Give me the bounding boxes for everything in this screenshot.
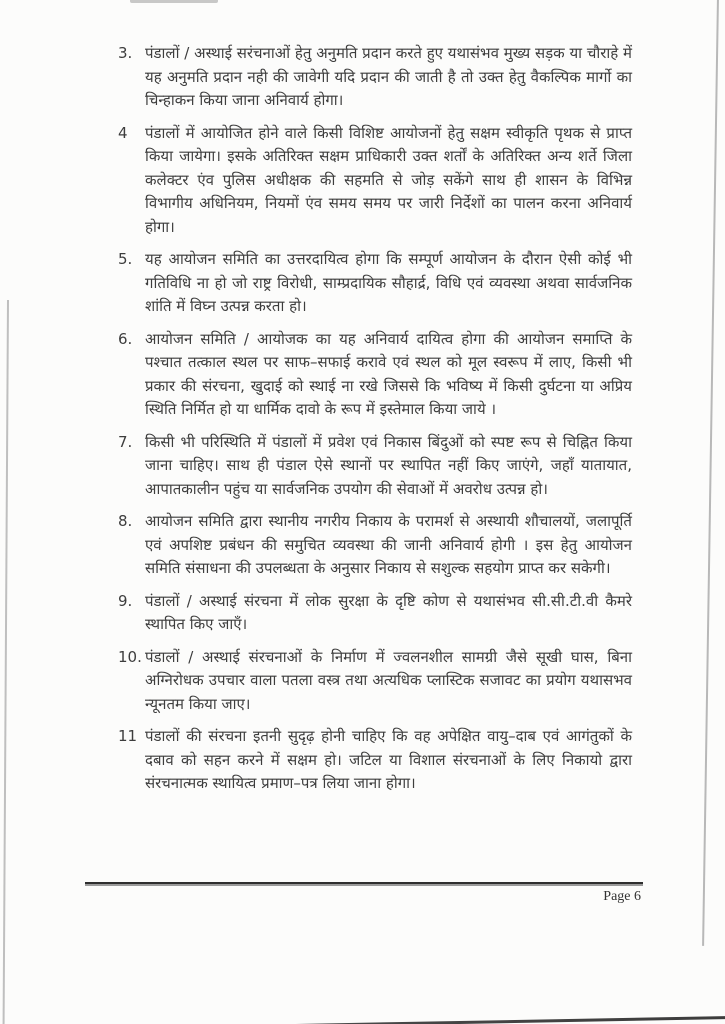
list-item bbox=[118, 725, 632, 796]
scan-edge-bottom bbox=[222, 1016, 725, 1024]
list-item bbox=[118, 646, 632, 717]
list-item-text: यह आयोजन समिति का उत्तरदायित्व होगा कि सम्पूर्ण आयोजन के दौरान ऐसी कोई भी गतिविधि ना हो जो राष्ट्र विरोधी, साम्प्रदायिक सौहार्द्र, विधि एवं व्यवस्था अथवा सार्वजनिक शांति में विघ्न उत्पन्न करता हो। bbox=[145, 250, 632, 315]
list-item-text: आयोजन समिति द्वारा स्थानीय नगरीय निकाय के परामर्श से अस्थायी शौचालयों, जलापूर्ति एवं अपशिष्ट प्रबंधन की समुचित व्यवस्था की जानी अनिवार्य होगी । इस हेतु आयोजन समिति संसाधना की उपलब्धता के अनुसार निकाय से सशुल्क सहयोग प्राप्त कर सकेगी। bbox=[145, 512, 632, 577]
scan-edge-right bbox=[702, 0, 719, 946]
list-item-number: 9. bbox=[118, 591, 133, 610]
list-item bbox=[118, 328, 632, 422]
list-item-number: 4 bbox=[118, 123, 128, 142]
list-item bbox=[118, 510, 632, 581]
ordered-list bbox=[118, 42, 632, 805]
list-item-number: 10. bbox=[118, 647, 142, 666]
list-item-number: 11 bbox=[118, 727, 138, 745]
footer-rule bbox=[85, 882, 643, 886]
scan-edge-left bbox=[3, 300, 9, 1024]
list-item-number: 8. bbox=[118, 512, 133, 530]
list-item-number: 5. bbox=[118, 250, 133, 268]
list-item-text: किसी भी परिस्थिति में पंडालों में प्रवेश एवं निकास बिंदुओं को स्पष्ट रूप से चिह्नित किया जाना चाहिए। साथ ही पंडाल ऐसे स्थानों पर स्थापित नहीं किए जाएंगे, जहाँ यातायात, आपातकालीन पहुंच या सार्वजनिक उपयोग की सेवाओं में अवरोध उत्पन्न हो। bbox=[145, 432, 632, 498]
page-number: Page 6 bbox=[603, 889, 641, 904]
scan-artifact-top bbox=[130, 0, 218, 3]
list-item-text: पंडालों / अस्थाई सरंचनाओं हेतु अनुमति प्रदान करते हुए यथासंभव मुख्य सड़क या चौराहे में यह अनुमति प्रदान नही की जावेगी यदि प्रदान की जाती है तो उक्त हेतु वैकल्पिक मार्गो का चिन्हाकन किया जाना अनिवार्य होगा। bbox=[145, 44, 632, 109]
list-item-number: 3. bbox=[118, 44, 133, 62]
list-item bbox=[118, 248, 632, 319]
list-item-text: आयोजन समिति / आयोजक का यह अनिवार्य दायित्व होगा की आयोजन समाप्ति के पश्चात तत्काल स्थल पर साफ–सफाई करावे एवं स्थल को मूल स्वरूप में लाए, किसी भी प्रकार की संरचना, खुदाई को स्थाई ना रखे जिससे कि भविष्य में किसी दुर्घटना या अप्रिय स्थिति निर्मित हो या धार्मिक दावो के रूप में इस्तेमाल किया जाये । bbox=[145, 329, 632, 418]
list-item-number: 6. bbox=[118, 329, 133, 348]
list-item bbox=[118, 42, 632, 113]
list-item-text: पंडालों / अस्थाई संरचनाओं के निर्माण में ज्वलनशील सामग्री जैसे सूखी घास, बिना अग्निरोधक उपचार वाला पतला वस्त्र तथा अत्यधिक प्लास्टिक सजावट का प्रयोग यथासभव न्यूनतम किया जाए। bbox=[145, 647, 632, 713]
list-item bbox=[118, 122, 632, 240]
list-item bbox=[118, 590, 632, 637]
list-item-text: पंडालों / अस्थाई संरचना में लोक सुरक्षा के दृष्टि कोण से यथासंभव सी.सी.टी.वी कैमरे स्थापित किए जाएँ। bbox=[145, 591, 632, 633]
list-item-text: पंडालों की संरचना इतनी सुदृढ़ होनी चाहिए कि वह अपेक्षित वायु–दाब एवं आगंतुकों के दबाव को सहन करने में सक्षम हो। जटिल या विशाल संरचनाओं के लिए निकायो द्वारा संरचनात्मक स्थायित्व प्रमाण–पत्र लिया जाना होगा। bbox=[145, 727, 632, 792]
list-item-number: 7. bbox=[118, 432, 133, 451]
list-item-text: पंडालों में आयोजित होने वाले किसी विशिष्ट आयोजनों हेतु सक्षम स्वीकृति पृथक से प्राप्त किया जायेगा। इसके अतिरिक्त सक्षम प्राधिकारी उक्त शर्तों के अतिरिक्त अन्य शर्ते जिला कलेक्टर एंव पुलिस अधीक्षक की सहमति से जोड़ सकेंगे साथ ही शासन के विभिन्न विभागीय अधिनियम, नियमों एंव समय समय पर जारी निर्देशों का पालन करना अनिवार्य होगा। bbox=[145, 123, 632, 236]
list-item bbox=[118, 431, 632, 502]
